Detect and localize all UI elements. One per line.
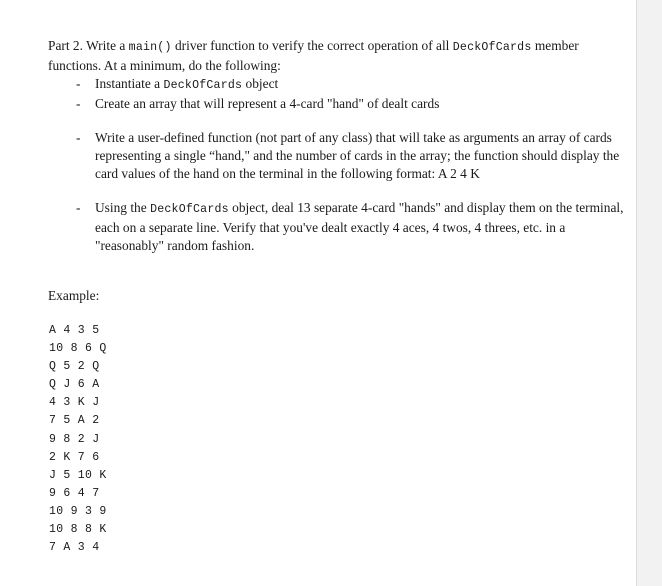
hand-line: 9 8 2 J (49, 432, 100, 446)
bullet-dash: - (76, 96, 81, 111)
intro-end: member functions. At a minimum, do the following: (48, 38, 579, 73)
side-panel (636, 0, 662, 586)
hand-line: 4 3 K J (49, 396, 100, 410)
spacer (48, 113, 628, 129)
hand-line: 7 A 3 4 (49, 541, 100, 555)
task-code: DeckOfCards (163, 79, 243, 92)
hand-line: 7 5 A 2 (49, 414, 100, 428)
hand-line: Q J 6 A (49, 378, 100, 392)
class-code: DeckOfCards (452, 41, 532, 54)
intro-mid: driver function to verify the correct operation of all (174, 38, 450, 53)
task-text: object (245, 76, 279, 91)
hand-line: Q 5 2 Q (49, 360, 100, 374)
bullet-dash: - (76, 130, 81, 145)
assignment-text (48, 37, 628, 255)
intro-part: Part 2. Write a (48, 38, 126, 53)
task-item (48, 199, 628, 255)
hand-line: J 5 10 K (49, 468, 107, 482)
task-text: Write a user-defined function (not part of any class) that will take as arguments an array of cards representing a single “hand," and the number of cards in the array; the function should display the card values of the hand on the terminal in the following format: A 2 4 K (95, 130, 620, 181)
task-text: Using the (95, 200, 147, 215)
bullet-dash: - (76, 76, 81, 91)
example-hands (49, 322, 107, 557)
task-item (48, 129, 628, 183)
task-list (48, 75, 628, 255)
task-item (48, 75, 628, 95)
main-code: main() (128, 41, 172, 54)
spacer (48, 183, 628, 199)
hand-line: 10 8 8 K (49, 523, 107, 537)
hand-line: 9 6 4 7 (49, 486, 100, 500)
intro-paragraph (48, 37, 628, 75)
example-label: Example: (48, 288, 100, 303)
task-code: DeckOfCards (150, 203, 229, 216)
bullet-dash: - (76, 200, 81, 215)
task-text: Instantiate a (95, 76, 161, 91)
hand-line: A 4 3 5 (49, 324, 100, 337)
hand-line: 10 8 6 Q (49, 342, 107, 356)
task-item (48, 95, 628, 113)
hand-line: 10 9 3 9 (49, 504, 107, 518)
hand-line: 2 K 7 6 (49, 450, 100, 464)
task-text: Create an array that will represent a 4-card "hand" of dealt cards (95, 96, 440, 111)
task-text: object, deal 13 separate 4-card "hands" and display them on the terminal, each on a separate line. Verify that you've dealt exactly 4 aces, 4 twos, 4 threes, etc. in a "reasonably" random fashion. (95, 200, 624, 253)
